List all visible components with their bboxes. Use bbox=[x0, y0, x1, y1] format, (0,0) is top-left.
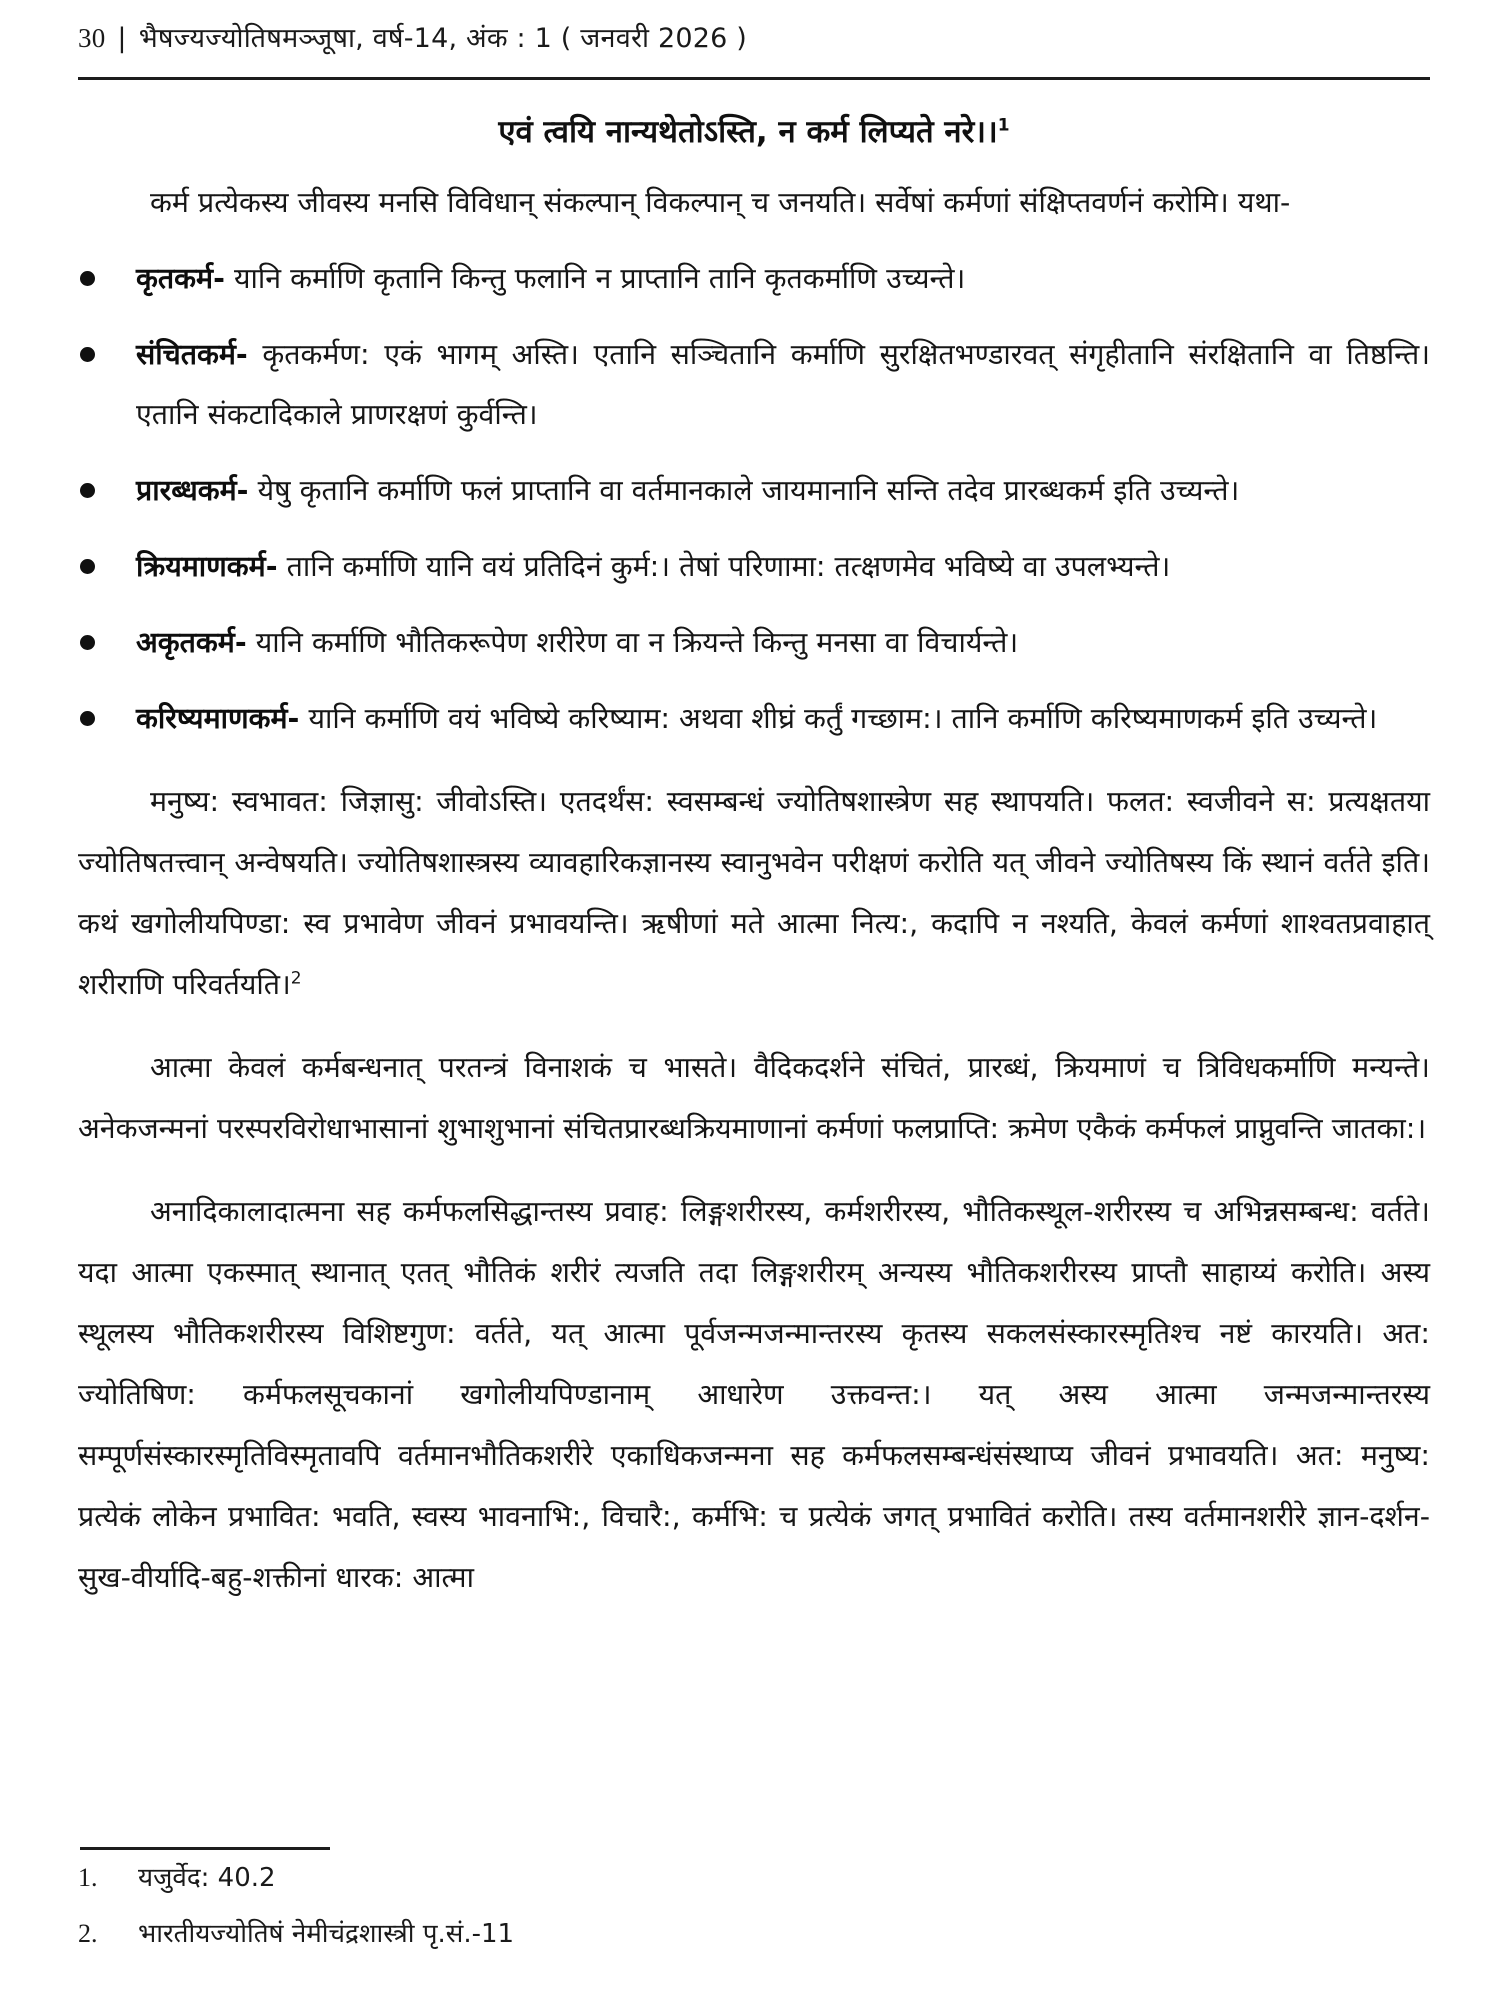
bullet-icon bbox=[80, 559, 95, 574]
paragraph-footnote-ref: 2 bbox=[290, 968, 302, 989]
body-paragraph bbox=[78, 771, 1430, 1015]
page-header bbox=[78, 18, 1430, 55]
karma-term: संचितकर्म- bbox=[136, 338, 248, 371]
list-item-prarabdhakarma bbox=[78, 461, 1430, 521]
karma-term: अकृतकर्म- bbox=[136, 626, 247, 659]
paragraph-text: अनादिकालादात्मना सह कर्मफलसिद्धान्तस्य प्रवाह: लिङ्गशरीरस्य, कर्मशरीरस्य, भौतिकस्थूल-शरीरस्य च अभिन्नसम्बन्ध: वर्तते। यदा आत्मा एकस्मात् स्थानात् एतत् भौतिकं शरीरं त्यजति तदा लिङ्गशरीरम् अन्यस्य भौतिकशरीरस्य प्राप्तौ साहाय्यं करोति। अस्य स्थूलस्य भौतिकशरीरस्य विशिष्टगुण: वर्तते, यत् आत्मा पूर्वजन्मजन्मान्तरस्य कृतस्य सकलसंस्कारस्मृतिश्च नष्टं कारयति। अत: ज्योतिषिण: कर्मफलसूचकानां खगोलीयपिण्डानाम् आधारेण उक्तवन्त:। यत् अस्य आत्मा जन्मजन्मान्तरस्य सम्पूर्णसंस्कारस्मृतिविस्मृतावपि वर्तमानभौतिकशरीरे एकाधिकजन्मना सह कर्मफलसम्बन्धंसंस्थाप्य जीवनं प्रभावयति। अत: मनुष्य: प्रत्येकं लोकेन प्रभावित: भवति, स्वस्य भावनाभि:, विचारै:, कर्मभि: च प्रत्येकं जगत् प्रभावितं करोति। तस्य वर्तमानशरीरे ज्ञान-दर्शन-सुख-वीर्यादि-बहु-शक्तीनां धारक: आत्मा bbox=[78, 1195, 1430, 1594]
bullet-icon bbox=[80, 483, 95, 498]
karma-definition: यानि कर्माणि भौतिकरूपेण शरीरेण वा न क्रियन्ते किन्तु मनसा वा विचार्यन्ते। bbox=[255, 626, 1019, 659]
intro-paragraph: कर्म प्रत्येकस्य जीवस्य मनसि विविधान् संकल्पान् विकल्पान् च जनयति। सर्वेषां कर्मणां संक्षिप्तवर्णनं करोमि। यथा- bbox=[150, 186, 1291, 219]
bullet-icon bbox=[80, 711, 95, 726]
article-shloka-title bbox=[78, 110, 1430, 152]
title-footnote-ref: 1 bbox=[997, 115, 1010, 136]
header-separator: | bbox=[117, 23, 127, 54]
list-item-sanchitakarma bbox=[78, 325, 1430, 445]
journal-title-line: भैषज्यज्योतिषमञ्जूषा, वर्ष-14, अंक : 1 ( जनवरी 2026 ) bbox=[138, 23, 747, 54]
list-item-akrtakarma bbox=[78, 613, 1430, 673]
karma-definition: तानि कर्माणि यानि वयं प्रतिदिनं कुर्म:। तेषां परिणामा: तत्क्षणमेव भविष्ये वा उपलभ्यन्ते। bbox=[286, 550, 1171, 583]
footnote-number: 1. bbox=[78, 1863, 98, 1892]
body-paragraph bbox=[78, 1037, 1430, 1159]
article-body bbox=[78, 771, 1430, 1608]
footnote-2 bbox=[78, 1906, 1430, 1962]
footnote-1 bbox=[78, 1850, 1430, 1906]
list-item-kriyamanakarma bbox=[78, 537, 1430, 597]
karma-types-list bbox=[78, 249, 1430, 749]
karma-definition: कृतकर्मण: एकं भागम् अस्ति। एतानि सञ्चितानि कर्माणि सुरक्षितभण्डारवत् संगृहीतानि संरक्षितानि वा तिष्ठन्ति। एतानि संकटादिकाले प्राणरक्षणं कुर्वन्ति। bbox=[136, 338, 1431, 431]
shloka-text: एवं त्वयि नान्यथेतोऽस्ति, न कर्म लिप्यते नरे।। bbox=[498, 114, 998, 150]
page-number: 30 bbox=[78, 23, 106, 53]
karma-definition: येषु कृतानि कर्माणि फलं प्राप्तानि वा वर्तमानकाले जायमानानि सन्ति तदेव प्रारब्धकर्म इति उच्यन्ते। bbox=[257, 474, 1240, 507]
bullet-icon bbox=[80, 635, 95, 650]
bullet-icon bbox=[80, 271, 95, 286]
list-item-karishyamanakarma bbox=[78, 689, 1430, 749]
karma-term: प्रारब्धकर्म- bbox=[136, 474, 249, 507]
footnote-text: यजुर्वेद: 40.2 bbox=[138, 1863, 276, 1893]
paragraph-text: आत्मा केवलं कर्मबन्धनात् परतन्त्रं विनाशकं च भासते। वैदिकदर्शने संचितं, प्रारब्धं, क्रियमाणं च त्रिविधकर्माणि मन्यन्ते। अनेकजन्मनां परस्परविरोधाभासानां शुभाशुभानां संचितप्रारब्धक्रियमाणानां कर्मणां फलप्राप्ति: क्रमेण एकैकं कर्मफलं प्राप्नुवन्ति जातका:। bbox=[78, 1051, 1430, 1145]
body-paragraph bbox=[78, 1181, 1430, 1608]
bullet-icon bbox=[80, 347, 95, 362]
footnote-number: 2. bbox=[78, 1919, 98, 1948]
list-item-krtakarma bbox=[78, 249, 1430, 309]
karma-term: करिष्यमाणकर्म- bbox=[136, 702, 300, 735]
karma-definition: यानि कर्माणि कृतानि किन्तु फलानि न प्राप्तानि तानि कृतकर्माणि उच्यन्ते। bbox=[233, 262, 966, 295]
paragraph-text: मनुष्य: स्वभावत: जिज्ञासु: जीवोऽस्ति। एतदर्थंस: स्वसम्बन्धं ज्योतिषशास्त्रेण सह स्थापयति। फलत: स्वजीवने स: प्रत्यक्षतया ज्योतिषतत्त्वान् अन्वेषयति। ज्योतिषशास्त्रस्य व्यावहारिकज्ञानस्य स्वानुभवेन परीक्षणं करोति यत् जीवने ज्योतिषस्य किं स्थानं वर्तते इति। कथं खगोलीयपिण्डा: स्व प्रभावेण जीवनं प्रभावयन्ति। ऋषीणां मते आत्मा नित्य:, कदापि न नश्यति, केवलं कर्मणां शाश्वतप्रवाहात् शरीराणि परिवर्तयति। bbox=[78, 785, 1430, 1001]
footnotes-section bbox=[78, 1847, 1430, 1962]
header-divider bbox=[78, 77, 1430, 80]
footnote-text: भारतीयज्योतिषं नेमीचंद्रशास्त्री पृ.सं.-11 bbox=[138, 1919, 515, 1949]
karma-term: कृतकर्म- bbox=[136, 262, 225, 295]
karma-term: क्रियमाणकर्म- bbox=[136, 550, 278, 583]
karma-definition: यानि कर्माणि वयं भविष्ये करिष्याम: अथवा शीघ्रं कर्तुं गच्छाम:। तानि कर्माणि करिष्यमाणकर्म इति उच्यन्ते। bbox=[308, 702, 1378, 735]
